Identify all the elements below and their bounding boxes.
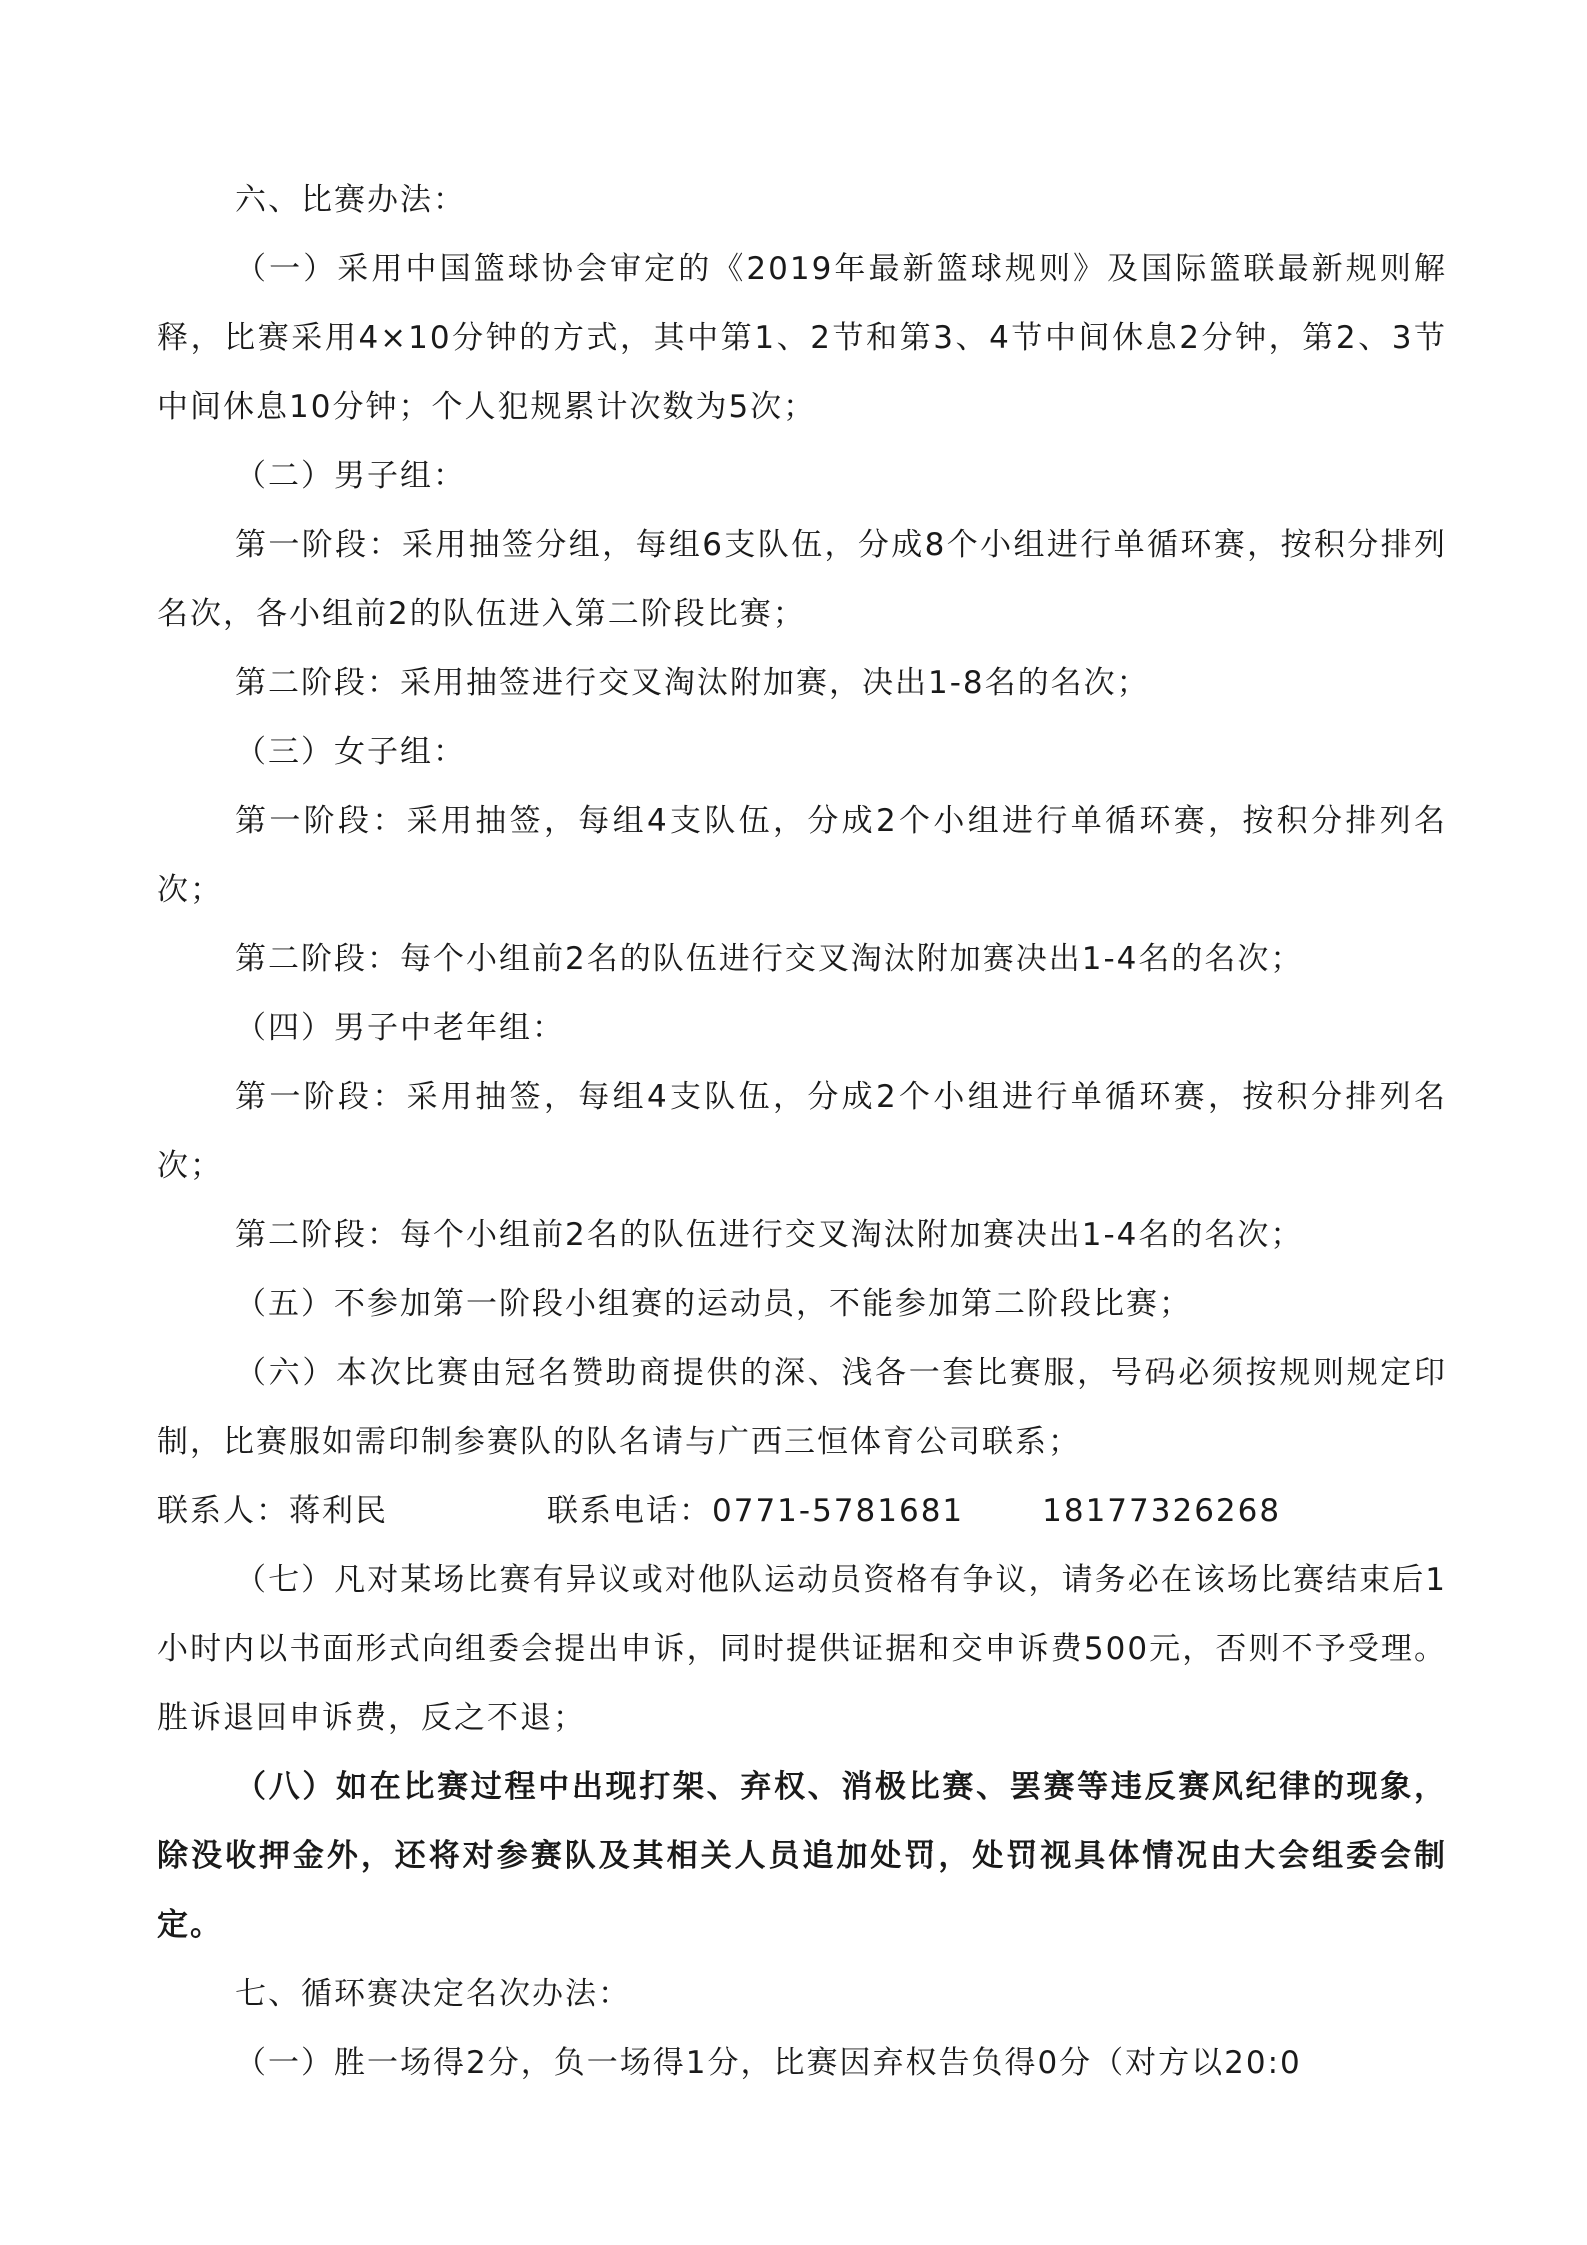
paragraph-eligibility: （五）不参加第一阶段小组赛的运动员，不能参加第二阶段比赛； bbox=[235, 1286, 1192, 1322]
paragraph-women-stage-2: 第二阶段：每个小组前2名的队伍进行交叉淘汰附加赛决出1-4名的名次； bbox=[235, 941, 1304, 977]
section-heading-competition-method: 六、比赛办法： bbox=[235, 182, 466, 218]
paragraph-appeals: （七）凡对某场比赛有异议或对他队运动员资格有争议，请务必在该场比赛结束后1小时内以书面形式向组委会提出申诉，同时提供证据和交申诉费500元，否则不予受理。胜诉退回申诉费，反之不退； bbox=[157, 1562, 1447, 1736]
subheading-men-group: （二）男子组： bbox=[235, 458, 466, 494]
paragraph-points: （一）胜一场得2分，负一场得1分，比赛因弃权告负得0分（对方以20:0 bbox=[235, 2045, 1302, 2081]
contact-phone-mobile: 18177326268 bbox=[1042, 1493, 1282, 1529]
paragraph-women-stage-1: 第一阶段：采用抽签，每组4支队伍，分成2个小组进行单循环赛，按积分排列名次； bbox=[157, 803, 1447, 908]
contact-phone-landline: 0771-5781681 bbox=[712, 1493, 965, 1529]
paragraph-rules: （一）采用中国篮球协会审定的《2019年最新篮球规则》及国际篮联最新规则解释，比赛采用4×10分钟的方式，其中第1、2节和第3、4节中间休息2分钟，第2、3节中间休息10分钟；个人犯规累计次数为5次； bbox=[157, 251, 1447, 425]
paragraph-uniforms: （六）本次比赛由冠名赞助商提供的深、浅各一套比赛服，号码必须按规则规定印制，比赛服如需印制参赛队的队名请与广西三恒体育公司联系； bbox=[157, 1355, 1447, 1460]
document-body bbox=[157, 166, 1447, 2098]
paragraph-senior-stage-2: 第二阶段：每个小组前2名的队伍进行交叉淘汰附加赛决出1-4名的名次； bbox=[235, 1217, 1304, 1253]
paragraph-discipline: （八）如在比赛过程中出现打架、弃权、消极比赛、罢赛等违反赛风纪律的现象，除没收押金外，还将对参赛队及其相关人员追加处罚，处罚视具体情况由大会组委会制定。 bbox=[157, 1769, 1447, 1943]
section-heading-ranking-method: 七、循环赛决定名次办法： bbox=[235, 1976, 631, 2012]
paragraph-men-stage-1: 第一阶段：采用抽签分组，每组6支队伍，分成8个小组进行单循环赛，按积分排列名次，各小组前2的队伍进入第二阶段比赛； bbox=[157, 527, 1447, 632]
contact-line bbox=[157, 1477, 1447, 1546]
subheading-senior-men-group: （四）男子中老年组： bbox=[235, 1010, 565, 1046]
subheading-women-group: （三）女子组： bbox=[235, 734, 466, 770]
contact-phone-label: 联系电话： bbox=[547, 1493, 712, 1529]
contact-person: 联系人：蒋利民 bbox=[157, 1493, 388, 1529]
paragraph-men-stage-2: 第二阶段：采用抽签进行交叉淘汰附加赛，决出1-8名的名次； bbox=[235, 665, 1150, 701]
paragraph-senior-stage-1: 第一阶段：采用抽签，每组4支队伍，分成2个小组进行单循环赛，按积分排列名次； bbox=[157, 1079, 1447, 1184]
